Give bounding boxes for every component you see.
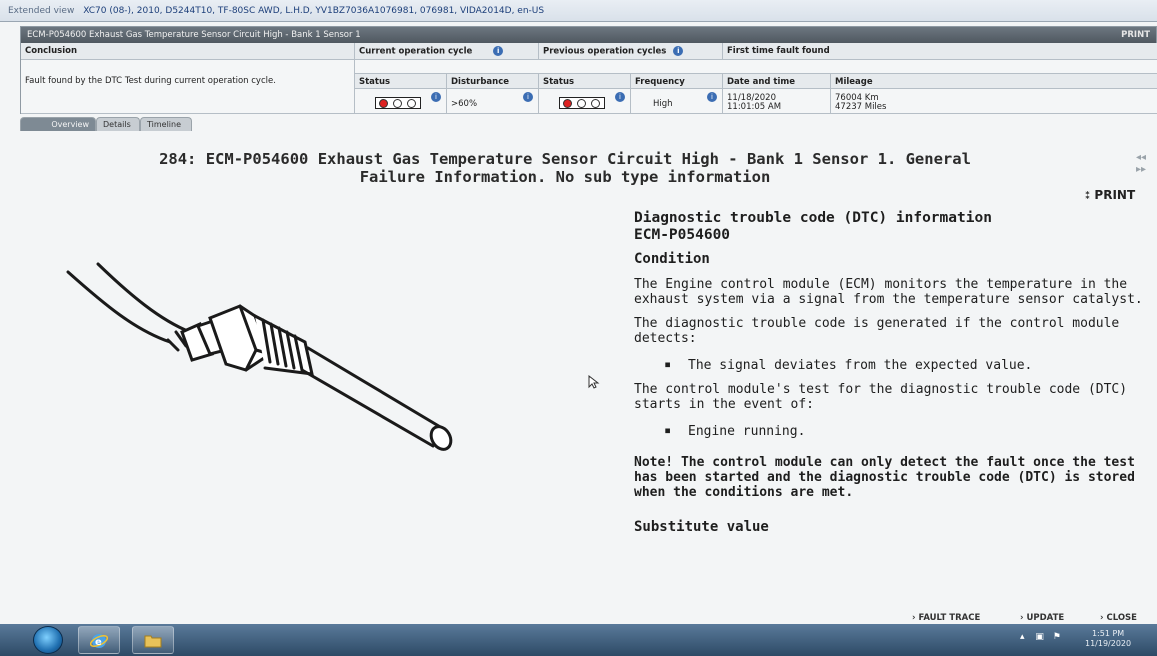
sensor-illustration <box>50 250 480 480</box>
disturbance-value-cell <box>447 89 539 114</box>
info-icon[interactable]: i <box>673 46 683 56</box>
conclusion-text: Fault found by the DTC Test during current operation cycle. <box>25 76 276 86</box>
mileage-value-cell <box>831 89 1157 114</box>
list-item: ▪ Engine running. <box>664 424 1154 439</box>
pager <box>1136 152 1146 176</box>
status2-value-cell <box>539 89 631 114</box>
note-paragraph: Note! The control module can only detect the fault once the test has been started and the diagnostic trouble code (DTC) is stored when the conditions are met. <box>634 455 1135 500</box>
status-indicator <box>375 97 421 109</box>
fault-trace-label: FAULT TRACE <box>918 613 981 623</box>
taskbar-ie-button[interactable] <box>78 626 120 654</box>
km-value: 76004 Km <box>835 93 879 103</box>
extended-view-strip <box>0 0 1157 22</box>
print-icon: ⁑ <box>1085 191 1091 202</box>
status2-header <box>539 74 631 89</box>
previous-cycles-header <box>539 43 723 60</box>
clock-time: 1:51 PM <box>1091 629 1125 638</box>
svg-text:e: e <box>95 637 102 648</box>
print-label: PRINT <box>1094 188 1136 202</box>
status2-label: Status <box>543 77 575 87</box>
page-title <box>20 150 1110 186</box>
date-time-label: Date and time <box>727 77 796 87</box>
internet-explorer-icon <box>90 632 108 650</box>
network-icon[interactable]: ▣ <box>1035 632 1044 642</box>
frequency-value: High <box>653 99 673 109</box>
update-label: UPDATE <box>1026 613 1065 623</box>
info-icon[interactable]: i <box>523 92 533 102</box>
mileage-label: Mileage <box>835 77 873 87</box>
taskbar <box>0 624 1157 656</box>
start-button[interactable] <box>33 626 63 654</box>
list-item: ▪ The signal deviates from the expected value. <box>664 358 1154 373</box>
dtc-header-panel <box>20 26 1157 114</box>
conclusion-text-cell <box>21 60 355 114</box>
sensor-wire-2 <box>98 264 190 332</box>
date-time-header <box>723 74 831 89</box>
fault-trace-button[interactable] <box>912 613 980 623</box>
info-icon[interactable]: i <box>615 92 625 102</box>
date-time-value-cell <box>723 89 831 114</box>
chevron-right-icon: › <box>912 613 916 623</box>
chevron-right-icon: › <box>1020 613 1024 623</box>
dtc-info-heading: Diagnostic trouble code (DTC) information <box>634 210 992 226</box>
first-fault-header <box>723 43 1157 60</box>
condition-list-1 <box>634 358 1154 373</box>
page-title-line1: 284: ECM-P054600 Exhaust Gas Temperature Sensor Circuit High - Bank 1 Sensor 1. General <box>159 150 971 168</box>
disturbance-header <box>447 74 539 89</box>
frequency-value-cell <box>631 89 723 114</box>
condition-heading: Condition <box>634 251 710 267</box>
spacer-row <box>355 60 1157 74</box>
dtc-title-bar <box>21 27 1156 43</box>
extended-view-label: Extended view <box>8 6 75 16</box>
status-value-cell <box>355 89 447 114</box>
print-link[interactable] <box>1085 188 1135 202</box>
pager-next-icon[interactable]: ▸▸ <box>1136 164 1147 175</box>
conclusion-label: Conclusion <box>25 46 77 56</box>
condition-paragraph-2: The diagnostic trouble code is generated if the control module detects: <box>634 316 1120 346</box>
dtc-info-code: ECM-P054600 <box>634 227 731 243</box>
chevron-right-icon: › <box>1100 613 1104 623</box>
info-icon[interactable]: i <box>707 92 717 102</box>
tab-timeline[interactable]: Timeline <box>140 117 192 131</box>
clock-date: 11/19/2020 <box>1085 639 1132 648</box>
date-value: 11/18/2020 <box>727 93 776 103</box>
dtc-title: ECM-P054600 Exhaust Gas Temperature Sensor Circuit High - Bank 1 Sensor 1 <box>27 30 361 40</box>
page-title-line2: Failure Information. No sub type information <box>359 168 771 186</box>
system-tray <box>1020 632 1061 642</box>
condition-paragraph-1: The Engine control module (ECM) monitors the temperature in the exhaust system via a signal from the temperature sensor catalyst. <box>634 277 1143 307</box>
first-fault-label: First time fault found <box>727 46 830 56</box>
disturbance-value: >60% <box>451 99 478 109</box>
tab-details[interactable]: Details <box>96 117 140 131</box>
status-indicator <box>559 97 605 109</box>
mouse-cursor-icon <box>588 375 600 389</box>
substitute-value-heading: Substitute value <box>634 519 769 535</box>
tray-arrow-icon[interactable]: ▴ <box>1020 632 1025 642</box>
flag-icon[interactable]: ⚑ <box>1052 632 1061 642</box>
disturbance-label: Disturbance <box>451 77 510 87</box>
folder-icon <box>144 632 162 650</box>
info-icon[interactable]: i <box>431 92 441 102</box>
status-label: Status <box>359 77 391 87</box>
taskbar-explorer-button[interactable] <box>132 626 174 654</box>
dtc-info-panel <box>634 210 1154 536</box>
print-button-top[interactable]: PRINT <box>1121 30 1150 40</box>
current-cycle-label: Current operation cycle <box>359 46 473 57</box>
close-button[interactable] <box>1100 613 1137 623</box>
condition-list-2 <box>634 424 1154 439</box>
update-button[interactable] <box>1020 613 1064 623</box>
time-value: 11:01:05 AM <box>727 102 782 112</box>
frequency-label: Frequency <box>635 77 685 87</box>
status-header <box>355 74 447 89</box>
tab-overview[interactable]: Overview <box>20 117 96 131</box>
vehicle-info: XC70 (08-), 2010, D5244T10, TF-80SC AWD, L.H.D, YV1BZ7036A1076981, 076981, VIDA2014D, en-US <box>83 6 545 16</box>
miles-value: 47237 Miles <box>835 102 887 112</box>
mileage-header <box>831 74 1157 89</box>
frequency-header <box>631 74 723 89</box>
conclusion-header <box>21 43 355 60</box>
close-label: CLOSE <box>1106 613 1137 623</box>
previous-cycles-label: Previous operation cycles <box>543 46 667 57</box>
condition-paragraph-3: The control module's test for the diagnostic trouble code (DTC) starts in the event of: <box>634 382 1128 412</box>
pager-prev-icon[interactable]: ◂◂ <box>1136 152 1147 163</box>
current-cycle-header <box>355 43 539 60</box>
taskbar-clock[interactable] <box>1085 629 1131 649</box>
info-icon[interactable]: i <box>493 46 503 56</box>
